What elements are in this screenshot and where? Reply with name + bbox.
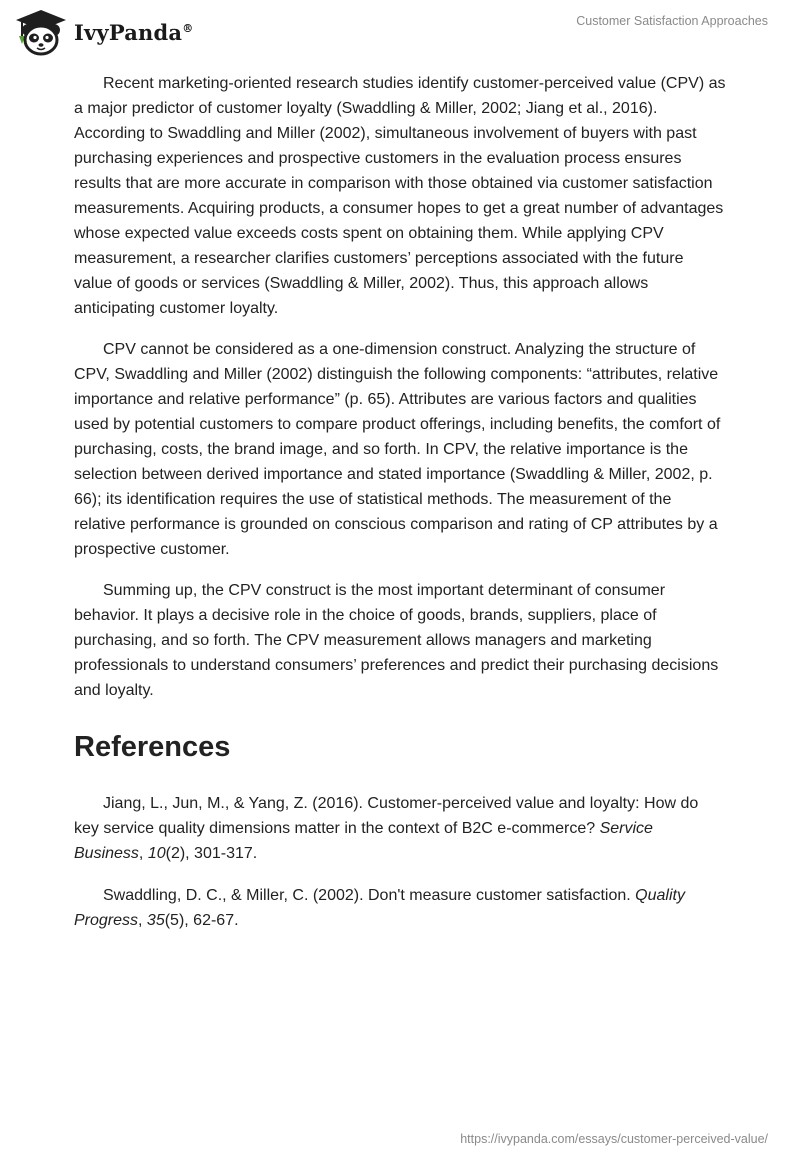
paragraph: Summing up, the CPV construct is the most important determinant of consumer behavior. It plays a decisive role in the choice of goods, brands, suppliers, place of purchasing, and so forth. The CPV measurement allows managers and marketing professionals to understand consumers’ preferences and predict their purchasing decisions and loyalty. — [74, 582, 719, 699]
running-title: Customer Satisfaction Approaches — [576, 14, 768, 28]
document-body — [74, 71, 726, 950]
panda-graduate-icon — [14, 8, 68, 56]
paragraph: Recent marketing-oriented research studies identify customer-perceived value (CPV) as a major predictor of customer loyalty (Swaddling & Miller, 2002; Jiang et al., 2016). According to Swaddling and Miller (2002), simultaneous involvement of buyers with past purchasing experiences and prospective customers in the evaluation process ensures results that are more accurate in comparison with those obtained via customer satisfaction measurements. Acquiring products, a consumer hopes to get a great number of advantages whose expected value exceeds costs spent on obtaining them. While applying CPV measurement, a researcher clarifies customers’ perceptions associated with the future value of goods or services (Swaddling & Miller, 2002). Thus, this approach allows anticipating customer loyalty. — [74, 75, 726, 317]
reference-entry: Swaddling, D. C., & Miller, C. (2002). Don't measure customer satisfaction. Quality Progress, 35(5), 62-67. — [74, 887, 685, 929]
paragraph: CPV cannot be considered as a one-dimension construct. Analyzing the structure of CPV, Swaddling and Miller (2002) distinguish the following components: “attributes, relative importance and relative performance” (p. 65). Attributes are various factors and qualities used by potential customers to compare product offerings, including benefits, the comfort of purchasing, costs, the brand image, and so forth. In CPV, the relative importance is the selection between derived importance and stated importance (Swaddling & Miller, 2002, p. 66); its identification requires the use of statistical methods. The measurement of the relative performance is grounded on conscious comparison and rating of CP attributes by a prospective customer. — [74, 341, 721, 558]
logo-wordmark: IvyPanda® — [74, 19, 194, 45]
ivypanda-logo[interactable] — [14, 8, 193, 56]
page-header — [0, 0, 800, 64]
references-heading: References — [74, 731, 231, 763]
source-url-link[interactable]: https://ivypanda.com/essays/customer-perceived-value/ — [460, 1132, 768, 1146]
reference-entry: Jiang, L., Jun, M., & Yang, Z. (2016). Customer-perceived value and loyalty: How do key service quality dimensions matter in the context of B2C e-commerce? Service Business, 10(2), 301-317. — [74, 795, 699, 862]
